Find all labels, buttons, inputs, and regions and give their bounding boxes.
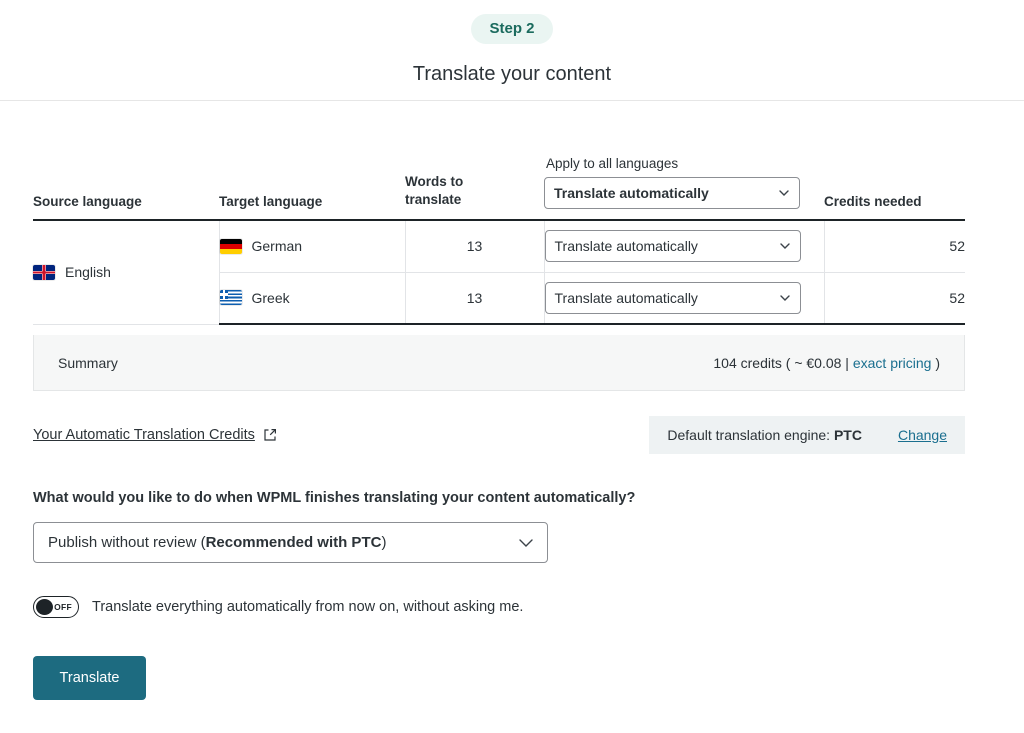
review-option-value bbox=[48, 534, 386, 551]
column-words-line1: Words to bbox=[405, 173, 464, 189]
chevron-down-icon bbox=[779, 190, 789, 196]
cell-action bbox=[544, 220, 824, 272]
review-option-plain: Publish without review ( bbox=[48, 534, 206, 551]
column-credits-needed: Credits needed bbox=[824, 194, 922, 209]
cell-target-language bbox=[219, 272, 405, 324]
page-title: Translate your content bbox=[412, 63, 612, 85]
row-action-value: Translate automatically bbox=[554, 289, 698, 306]
auto-translate-label: Translate everything automatically from now on, without asking me. bbox=[92, 599, 524, 615]
row-action-select[interactable] bbox=[545, 230, 801, 262]
credits-and-engine-row bbox=[33, 416, 965, 454]
table-row bbox=[33, 220, 965, 272]
default-engine-text bbox=[667, 427, 862, 443]
page-content bbox=[0, 156, 1024, 700]
step-badge: Step 2 bbox=[471, 14, 552, 44]
table-header bbox=[33, 156, 965, 220]
summary-credits bbox=[713, 355, 940, 371]
chevron-down-icon bbox=[780, 295, 790, 301]
column-words-line2: translate bbox=[405, 191, 462, 207]
cell-action bbox=[544, 272, 824, 324]
target-language bbox=[220, 290, 405, 306]
page-header bbox=[0, 0, 1024, 101]
exact-pricing-link[interactable]: exact pricing bbox=[852, 354, 932, 371]
review-option-select[interactable] bbox=[33, 522, 548, 563]
column-words-to-translate bbox=[405, 156, 544, 220]
review-option-tail: ) bbox=[381, 534, 387, 551]
cell-target-language bbox=[219, 220, 405, 272]
translation-table bbox=[33, 156, 965, 325]
review-question: What would you like to do when WPML finishes translating your content automatically? bbox=[33, 490, 636, 506]
toggle-state-label: OFF bbox=[54, 602, 72, 612]
default-engine-name: PTC bbox=[833, 427, 862, 443]
auto-translate-toggle-row bbox=[33, 596, 991, 618]
target-language bbox=[220, 238, 405, 254]
default-engine-prefix: Default translation engine: bbox=[667, 427, 831, 443]
flag-uk-icon bbox=[33, 265, 55, 280]
flag-greece-icon bbox=[220, 290, 242, 305]
translate-button[interactable]: Translate bbox=[33, 656, 146, 700]
summary-credits-closing: ) bbox=[935, 354, 940, 371]
default-engine-box bbox=[649, 416, 965, 454]
chevron-down-icon bbox=[780, 243, 790, 249]
cell-credits: 52 bbox=[824, 272, 965, 324]
cell-words: 13 bbox=[405, 272, 544, 324]
target-language-label: Greek bbox=[251, 289, 290, 306]
summary-credits-text: 104 credits ( ~ €0.08 | bbox=[713, 354, 849, 371]
summary-bar bbox=[33, 335, 965, 391]
cell-words: 13 bbox=[405, 220, 544, 272]
external-link-icon bbox=[263, 428, 277, 442]
summary-label: Summary bbox=[58, 354, 118, 371]
review-option-bold: Recommended with PTC bbox=[205, 534, 382, 551]
target-language-label: German bbox=[251, 238, 303, 255]
change-engine-link[interactable]: Change bbox=[897, 427, 947, 443]
row-action-select[interactable] bbox=[545, 282, 801, 314]
row-action-value: Translate automatically bbox=[554, 238, 698, 255]
apply-to-all-label: Apply to all languages bbox=[546, 156, 679, 171]
toggle-knob bbox=[36, 599, 53, 615]
source-language-label: English bbox=[65, 264, 111, 281]
table-body bbox=[33, 220, 965, 324]
credits-link-label: Your Automatic Translation Credits bbox=[33, 427, 255, 443]
automatic-translation-credits-link[interactable] bbox=[33, 427, 277, 443]
column-apply-to-all bbox=[544, 156, 824, 220]
source-language bbox=[33, 264, 219, 280]
column-source-language: Source language bbox=[33, 194, 142, 209]
auto-translate-toggle[interactable] bbox=[33, 596, 79, 618]
apply-to-all-select[interactable] bbox=[544, 177, 800, 209]
flag-germany-icon bbox=[220, 239, 242, 254]
cell-credits: 52 bbox=[824, 220, 965, 272]
chevron-down-icon bbox=[519, 539, 533, 547]
column-target-language: Target language bbox=[219, 194, 323, 209]
cell-source-language bbox=[33, 220, 219, 324]
apply-to-all-value: Translate automatically bbox=[554, 185, 709, 201]
